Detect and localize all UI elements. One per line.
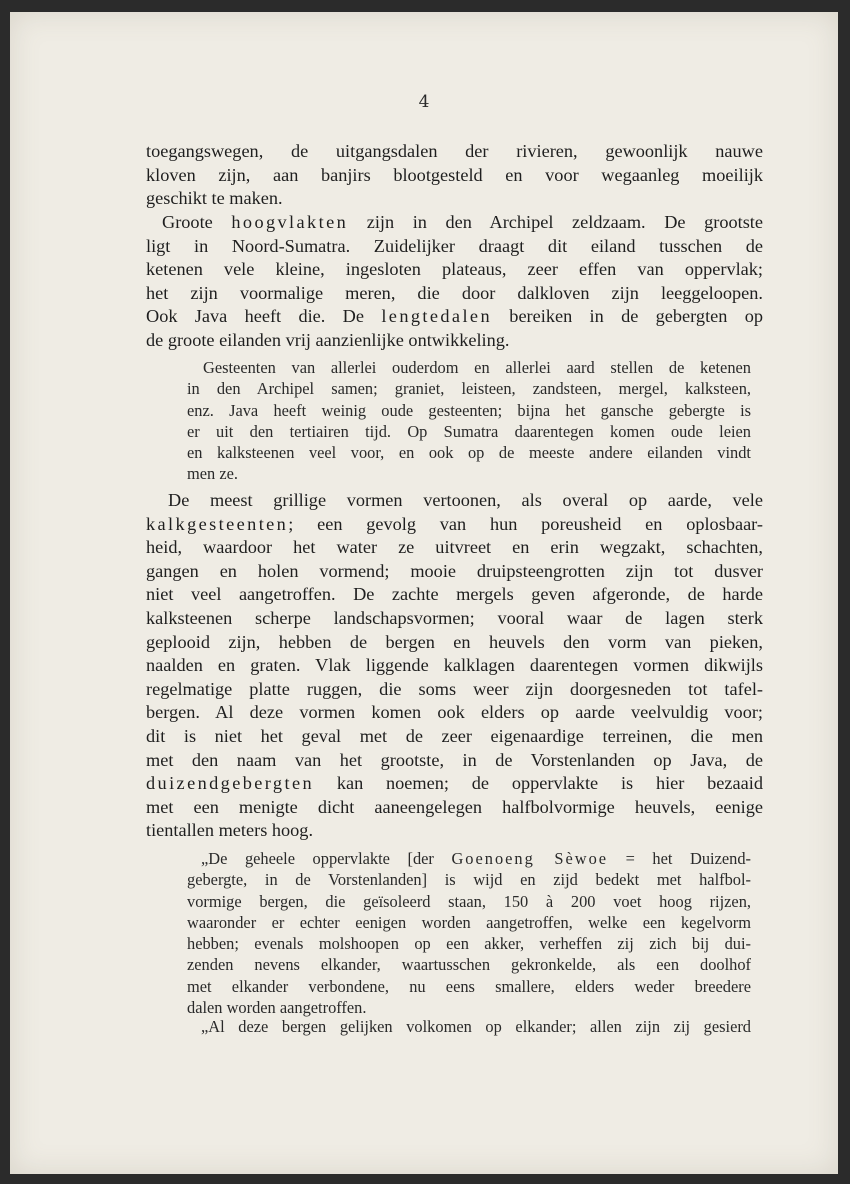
text-line: kloven zijn, aan banjirs blootgesteld en voor wegaanleg moeilijk xyxy=(146,164,763,185)
text-line: en kalksteenen veel voor, en ook op de meeste andere eilanden vindt xyxy=(187,443,751,463)
text-line: met elkander verbondene, nu eens smallere, elders weder breedere xyxy=(187,976,751,996)
body-paragraph xyxy=(146,211,763,353)
text-line: tientallen meters hoog. xyxy=(146,820,314,841)
text-line: dit is niet het geval met de zeer eigenaardige terreinen, die men xyxy=(146,725,763,746)
text-line: bergen. Al deze vormen komen ook elders op aarde veelvuldig voor; xyxy=(146,702,763,723)
text-line: regelmatige platte ruggen, die soms weer zijn doorgesneden tot tafel- xyxy=(146,678,763,699)
text-line: zenden nevens elkander, waartusschen gekronkelde, als een doolhof xyxy=(187,955,751,975)
text-line: toegangswegen, de uitgangsdalen der rivieren, gewoonlijk nauwe xyxy=(146,141,763,161)
text-line: de groote eilanden vrij aanzienlijke ontwikkeling. xyxy=(146,329,510,350)
text-line: hebben; evenals molshoopen op een akker, verheffen zij zich bij dui- xyxy=(187,934,751,954)
text-line: enz. Java heeft weinig oude gesteenten; bijna het gansche gebergte is xyxy=(187,400,751,420)
page-number: 4 xyxy=(418,92,430,112)
text-line: Gesteenten van allerlei ouderdom en allerlei aard stellen de ketenen xyxy=(203,358,751,377)
spaced-term: Goenoeng Sèwoe xyxy=(451,849,609,868)
text-line: duizendgebergten kan noemen; de oppervlakte is hier bezaaid xyxy=(146,773,763,794)
text-line: heid, waardoor het water ze uitvreet en erin wegzakt, schachten, xyxy=(146,537,763,558)
text-line: waaronder er echter eenigen worden aangetroffen, welke een kegelvorm xyxy=(187,912,751,932)
text-line: naalden en graten. Vlak liggende kalklagen daarentegen vormen dikwijls xyxy=(146,655,763,676)
spaced-term: hoogvlakten xyxy=(231,212,349,232)
text-line: ketenen vele kleine, ingesloten plateaus, zeer effen van oppervlak; xyxy=(146,259,763,280)
text-line: er uit den tertiairen tijd. Op Sumatra daarentegen komen oude leien xyxy=(187,421,751,441)
text-line: Ook Java heeft die. De lengtedalen bereiken in de gebergten op xyxy=(146,306,764,327)
text-line: gangen en holen vormend; mooie druipsteengrotten zijn tot dusver xyxy=(146,560,763,581)
spaced-term: kalkgesteenten xyxy=(146,513,289,534)
text-line: in den Archipel samen; graniet, leisteen, zandsteen, mergel, kalksteen, xyxy=(187,379,751,399)
text-line: vormige bergen, die geïsoleerd staan, 150 à 200 voet hoog rijzen, xyxy=(187,891,751,911)
text-line: gebergte, in de Vorstenlanden] is wijd en zijd bedekt met halfbol- xyxy=(187,870,751,890)
text-line: „Al deze bergen gelijken volkomen op elkander; allen zijn zij gesierd xyxy=(201,1017,751,1036)
text-line: met een menigte dicht aaneengelegen halfbolvormige heuvels, eenige xyxy=(146,796,763,817)
text-line: geplooid zijn, hebben de bergen en heuvels den vorm van pieken, xyxy=(146,631,763,652)
text-line: niet veel aangetroffen. De zachte mergels geven afgeronde, de harde xyxy=(146,584,763,605)
spaced-term: duizendgebergten xyxy=(146,773,315,794)
text-line: het zijn voormalige meren, die door dalkloven zijn leeggeloopen. xyxy=(146,282,763,303)
text-line: ligt in Noord-Sumatra. Zuidelijker draagt dit eiland tusschen de xyxy=(146,235,763,256)
text-line: geschikt te maken. xyxy=(146,188,283,209)
text-line: dalen worden aangetroffen. xyxy=(187,998,367,1018)
text-line: kalkgesteenten; een gevolg van hun poreusheid en oplosbaar- xyxy=(146,513,763,534)
spaced-term: lengtedalen xyxy=(381,306,492,327)
text-line: De meest grillige vormen vertoonen, als overal op aarde, vele xyxy=(168,490,763,510)
text-line: kalksteenen scherpe landschapsvormen; vooral waar de lagen sterk xyxy=(146,607,763,628)
text-line: met den naam van het grootste, in de Vorstenlanden op Java, de xyxy=(146,749,763,770)
text-line: Groote hoogvlakten zijn in den Archipel zeldzaam. De grootste xyxy=(162,212,763,232)
indented-note xyxy=(187,357,751,485)
body-paragraph xyxy=(146,489,763,843)
text-line: „De geheele oppervlakte [der Goenoeng Sèwoe = het Duizend- xyxy=(201,849,751,868)
book-page xyxy=(10,12,838,1174)
body-paragraph xyxy=(146,140,763,211)
indented-quotation xyxy=(187,848,751,1018)
text-line: men ze. xyxy=(187,464,238,484)
indented-quotation xyxy=(187,1016,751,1037)
